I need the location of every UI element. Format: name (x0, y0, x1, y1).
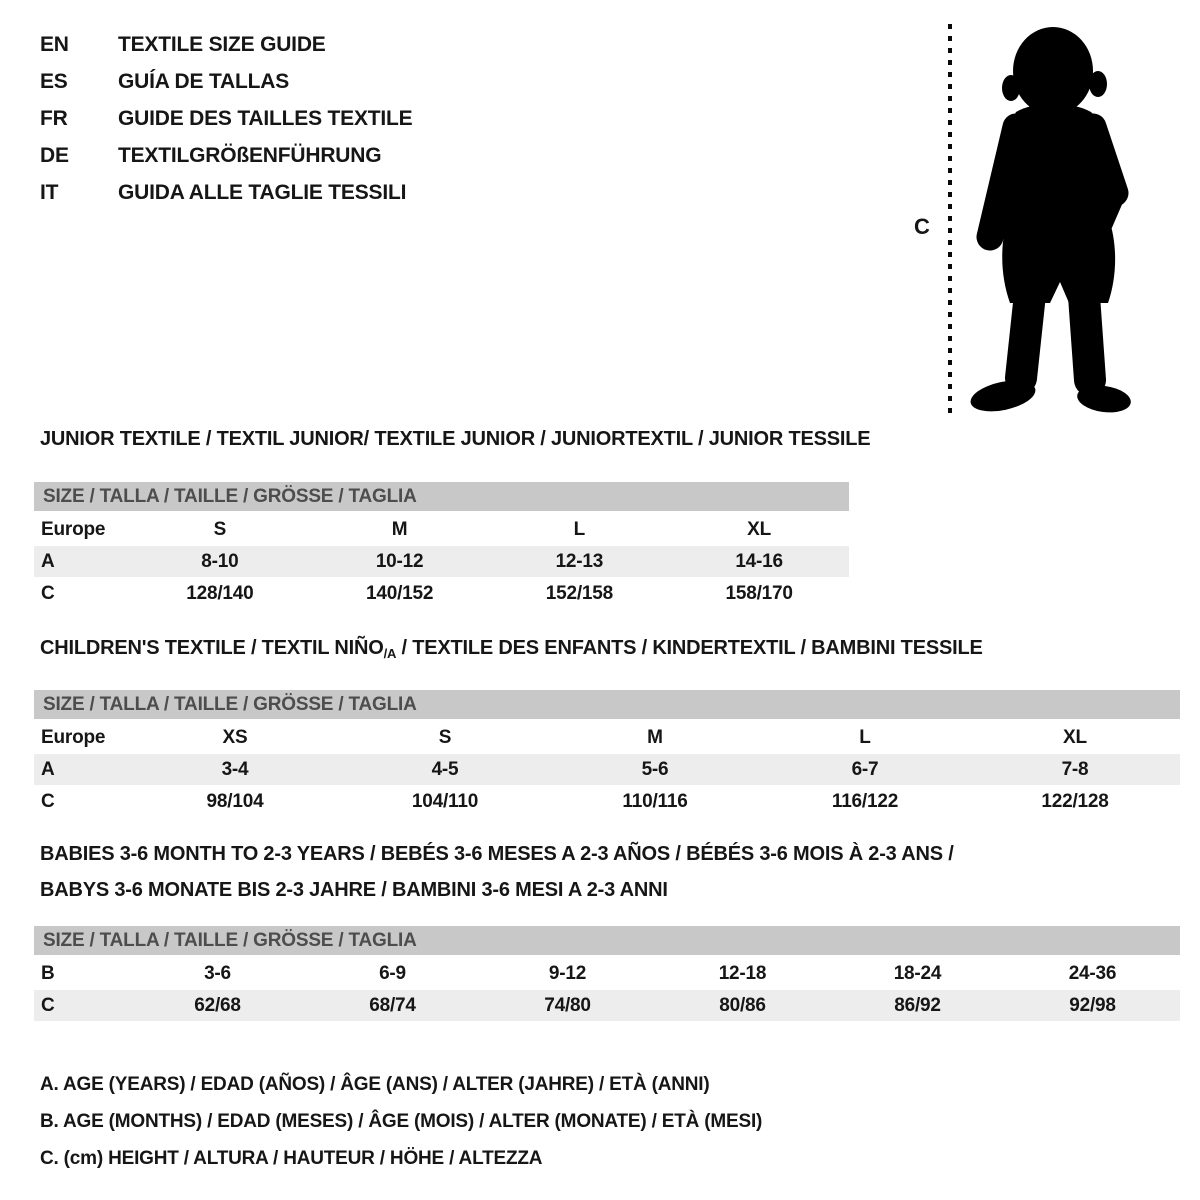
language-row (40, 100, 412, 137)
language-label: TEXTILGRÖßENFÜHRUNG (118, 143, 382, 167)
row-label: C (41, 790, 55, 812)
age-cell: 5-6 (641, 758, 669, 780)
age-cell: 3-6 (204, 962, 231, 984)
size-header-bar: SIZE / TALLA / TAILLE / GRÖSSE / TAGLIA (34, 690, 1180, 719)
age-cell: 12-13 (555, 550, 604, 572)
row-label: Europe (41, 518, 106, 540)
size-cell: XS (222, 726, 248, 748)
age-cell: 4-5 (431, 758, 459, 780)
height-cell: 98/104 (206, 790, 264, 812)
height-cell: 86/92 (894, 994, 941, 1016)
children-title-prefix: CHILDREN'S TEXTILE / TEXTIL NIÑO (40, 637, 384, 659)
size-header-bar: SIZE / TALLA / TAILLE / GRÖSSE / TAGLIA (34, 926, 1180, 955)
language-list (40, 26, 412, 211)
legend-line-c: C. (cm) HEIGHT / ALTURA / HAUTEUR / HÖHE / ALTEZZA (40, 1147, 543, 1169)
height-cell: 104/110 (411, 790, 479, 812)
children-title-subscript: /A (383, 646, 397, 661)
size-cell: L (859, 726, 871, 748)
height-cell: 122/128 (1041, 790, 1109, 812)
language-code: DE (40, 143, 69, 167)
baby-silhouette-icon (966, 24, 1146, 424)
size-cell: L (573, 518, 586, 540)
babies-size-table (34, 926, 1180, 1022)
table-row (34, 786, 1180, 817)
age-cell: 8-10 (201, 550, 239, 572)
table-row (34, 990, 1180, 1021)
children-title-suffix: / TEXTILE DES ENFANTS / KINDERTEXTIL / BAMBINI TESSILE (396, 637, 983, 659)
height-cell: 158/170 (725, 582, 793, 604)
table-row (34, 958, 1180, 989)
size-cell: XL (1063, 726, 1087, 748)
height-cell: 74/80 (544, 994, 591, 1016)
height-cell: 62/68 (194, 994, 241, 1016)
age-cell: 6-7 (851, 758, 879, 780)
children-size-table (34, 690, 1180, 818)
size-cell: XL (747, 518, 772, 540)
row-label: B (41, 962, 55, 984)
size-cell: S (213, 518, 227, 540)
row-label: A (41, 550, 55, 572)
height-measure-label: C (914, 214, 930, 239)
height-cell: 92/98 (1069, 994, 1116, 1016)
language-row (40, 137, 412, 174)
height-cell: 140/152 (365, 582, 434, 604)
table-row (34, 578, 849, 609)
row-label: C (41, 994, 55, 1016)
language-code: EN (40, 32, 69, 56)
language-label: GUIDE DES TAILLES TEXTILE (118, 106, 413, 130)
size-header-bar: SIZE / TALLA / TAILLE / GRÖSSE / TAGLIA (34, 482, 849, 511)
height-cell: 110/116 (622, 790, 688, 812)
language-code: IT (40, 180, 59, 204)
language-row (40, 26, 412, 63)
table-row (34, 546, 849, 577)
language-row (40, 174, 412, 211)
age-cell: 6-9 (379, 962, 406, 984)
legend-line-b: B. AGE (MONTHS) / EDAD (MESES) / ÂGE (MOIS) / ALTER (MONATE) / ETÀ (MESI) (40, 1110, 763, 1132)
height-cell: 152/158 (545, 582, 614, 604)
language-label: GUÍA DE TALLAS (118, 69, 290, 93)
language-label: GUIDA ALLE TAGLIE TESSILI (118, 180, 407, 204)
junior-size-table (34, 482, 849, 610)
height-cell: 116/122 (831, 790, 899, 812)
size-cell: S (438, 726, 452, 748)
age-cell: 9-12 (548, 962, 587, 984)
age-cell: 24-36 (1068, 962, 1117, 984)
table-row (34, 514, 849, 545)
size-cell: M (391, 518, 408, 540)
height-measure-figure (914, 22, 1158, 428)
height-cell: 80/86 (719, 994, 766, 1016)
table-row (34, 722, 1180, 753)
children-section-title (40, 637, 983, 661)
row-label: A (41, 758, 55, 780)
language-code: ES (40, 69, 68, 93)
age-cell: 10-12 (375, 550, 424, 572)
size-cell: M (647, 726, 663, 748)
legend (40, 1066, 762, 1177)
babies-section-title-line1: BABIES 3-6 MONTH TO 2-3 YEARS / BEBÉS 3-6 MESES A 2-3 AÑOS / BÉBÉS 3-6 MOIS À 2-3 ANS / (40, 843, 954, 865)
legend-line-a: A. AGE (YEARS) / EDAD (AÑOS) / ÂGE (ANS) / ALTER (JAHRE) / ETÀ (ANNI) (40, 1073, 710, 1095)
language-row (40, 63, 412, 100)
age-cell: 18-24 (893, 962, 942, 984)
age-cell: 14-16 (735, 550, 783, 572)
age-cell: 12-18 (718, 962, 767, 984)
age-cell: 3-4 (221, 758, 249, 780)
language-code: FR (40, 106, 68, 130)
row-label: C (41, 582, 55, 604)
height-cell: 128/140 (186, 582, 254, 604)
height-dashed-line (947, 22, 953, 416)
babies-section-title-line2: BABYS 3-6 MONATE BIS 2-3 JAHRE / BAMBINI 3-6 MESI A 2-3 ANNI (40, 879, 668, 901)
row-label: Europe (41, 726, 106, 748)
table-row (34, 754, 1180, 785)
junior-section-title: JUNIOR TEXTILE / TEXTIL JUNIOR/ TEXTILE JUNIOR / JUNIORTEXTIL / JUNIOR TESSILE (40, 428, 871, 450)
height-cell: 68/74 (369, 994, 416, 1016)
age-cell: 7-8 (1061, 758, 1089, 780)
language-label: TEXTILE SIZE GUIDE (118, 32, 326, 56)
